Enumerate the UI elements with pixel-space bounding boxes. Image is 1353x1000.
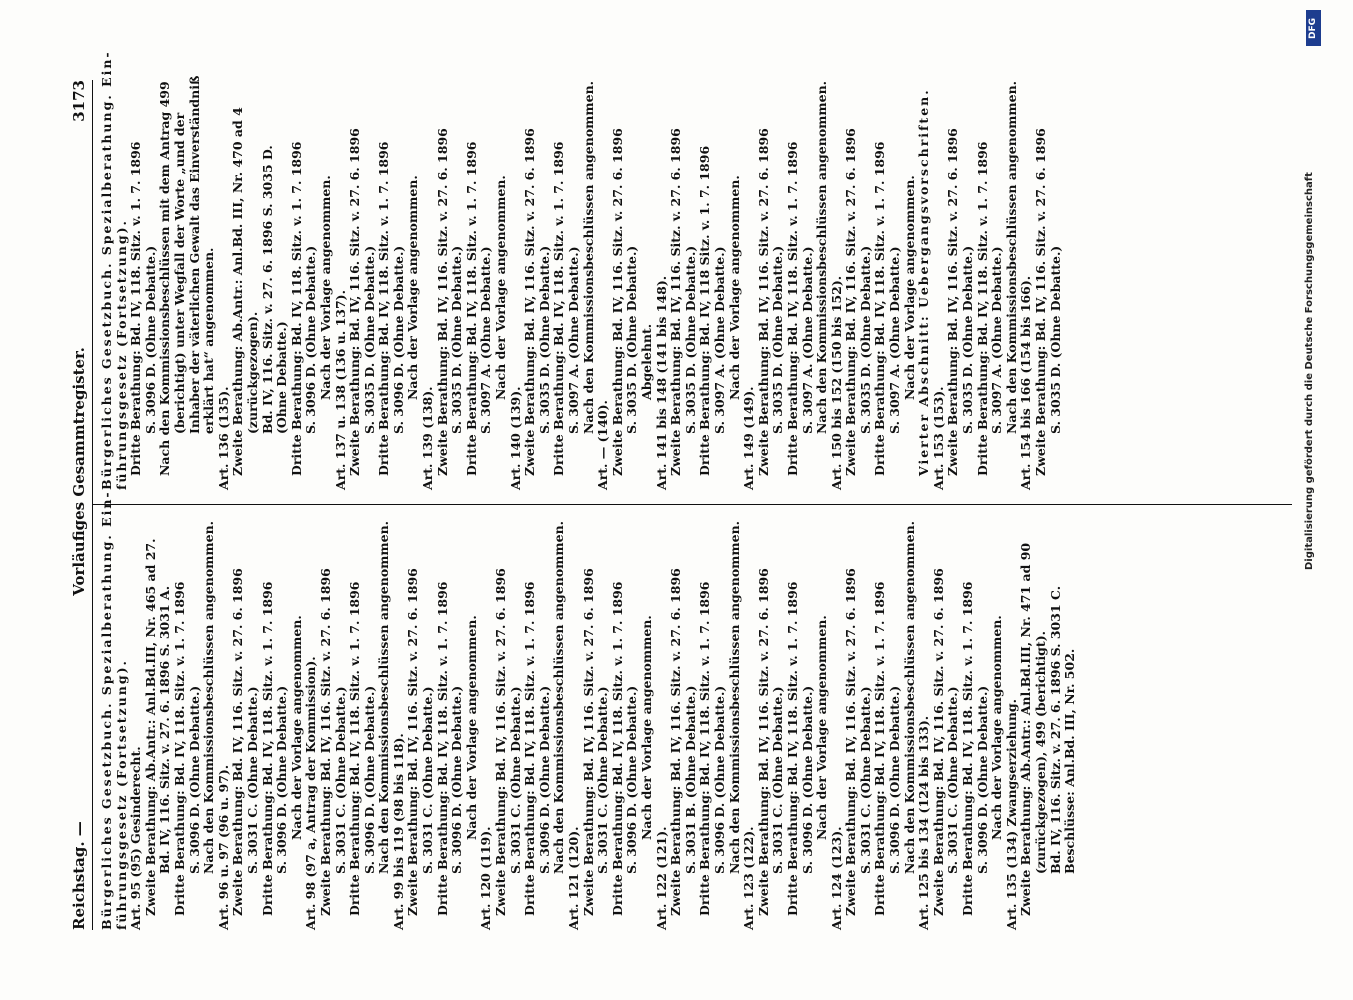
page-number: 3173 [70, 80, 88, 122]
index-line: Art. 122 (121). [653, 826, 669, 930]
index-line: S. 3097 A. (Ohne Debatte.) [478, 246, 494, 434]
index-line: S. 3031 C. (Ohne Debatte.) [857, 686, 873, 874]
index-line: Nach den Kommissionsbeschlüssen angenommen. [726, 520, 742, 874]
rotated-page-content [60, 50, 1300, 930]
header-rule [92, 80, 93, 930]
index-line: S. 3097 A. (Ohne Debatte.) [989, 246, 1005, 434]
index-line: S. 3031 C. (Ohne Debatte.) [507, 686, 523, 874]
index-line: Zweite Berathung: Bd. IV, 116. Sitz. v. 27. 6. 1896 [522, 128, 538, 476]
index-line: Art. 125 bis 134 (124 bis 133). [916, 715, 932, 930]
index-line: Vierter Abschnitt: Uebergangsvorschriften. [916, 88, 932, 476]
index-line: S. 3096 D. (Ohne Debatte.) [361, 685, 377, 874]
index-line: Art. 135 (134) Zwangserziehung. [1003, 698, 1019, 930]
index-line: Dritte Berathung: Bd. IV, 118. Sitz. v. 1. 7. 1896 [463, 141, 479, 476]
index-line: S. 3096 D. (Ohne Debatte.) [974, 685, 990, 874]
index-line: führungsgesetz (Fortsetzung). [113, 219, 129, 490]
index-line: S. 3097 A. (Ohne Debatte.) [887, 246, 903, 434]
index-line: Dritte Berathung: Bd. IV, 118 Sitz. v. 1. 7. 1896 [697, 145, 713, 476]
index-line: Dritte Berathung: Bd. IV, 118. Sitz. v. 1. 7. 1896 [872, 141, 888, 476]
index-line: Zweite Berathung: Ab.Antr.: Anl.Bd. III, Nr. 470 ad 4 [230, 107, 246, 476]
index-line: Bd. IV, 116. Sitz. v. 27. 6. 1896 S. 3031 A. [157, 585, 173, 874]
index-line: Bd. IV, 116. Sitz. v. 27. 6. 1896 S. 3035 D. [259, 145, 275, 434]
index-line: Abgelehnt. [638, 323, 654, 400]
index-line: Dritte Berathung: Bd. IV, 118. Sitz. v. 1. 7. 1896 [376, 141, 392, 476]
index-line: S. 3096 D. (Ohne Debatte.) [887, 685, 903, 874]
index-line: Dritte Berathung: Bd. IV, 118. Sitz. v. 1. 7. 1896 [609, 581, 625, 916]
index-line: S. 3035 D. (Ohne Debatte.) [449, 245, 465, 434]
index-line: Zweite Berathung: Bd. IV, 116. Sitz. v. 27. 6. 1896 [434, 128, 450, 476]
index-line: Nach den Kommissionsbeschlüssen angenommen. [1003, 80, 1019, 434]
index-line: Zweite Berathung: Bd. IV, 116. Sitz. v. 27. 6. 1896 [230, 568, 246, 916]
index-line: S. 3035 D. (Ohne Debatte.) [1047, 245, 1063, 434]
index-line: S. 3096 D. (Ohne Debatte.) [536, 685, 552, 874]
index-line: Art. 150 bis 152 (150 bis 152). [828, 275, 844, 490]
index-line: S. 3031 C. (Ohne Debatte.) [244, 686, 260, 874]
index-line: Nach der Vorlage angenommen. [814, 615, 830, 840]
index-line: Art. 124 (123). [828, 826, 844, 930]
index-line: (berichtigt) unter Wegfall der Worte „und der [171, 112, 187, 434]
index-line: Zweite Berathung: Bd. IV, 116. Sitz. v. 27. 6. 1896 [668, 568, 684, 916]
header-left: Reichstag. — [70, 821, 88, 930]
index-line: Art. 95 (95) Gesinderecht. [128, 746, 144, 930]
index-line: Nach der Vorlage angenommen. [405, 175, 421, 400]
index-line: (zurückgezogen), 499 (berichtigt). [1033, 631, 1048, 874]
index-line: Dritte Berathung: Bd. IV, 118. Sitz. v. 1. 7. 1896 [259, 581, 275, 916]
index-line: Beschlüsse: Anl.Bd. III, Nr. 502. [1062, 648, 1078, 874]
index-line: Zweite Berathung: Bd. IV, 116. Sitz. v. 27. 6. 1896 [668, 128, 684, 476]
index-line: S. 3035 D. (Ohne Debatte.) [770, 245, 786, 434]
index-line: S. 3031 C. (Ohne Debatte.) [332, 686, 348, 874]
index-line: S. 3096 D. (Ohne Debatte.) [390, 245, 406, 434]
index-line: S. 3096 D. (Ohne Debatte.) [799, 685, 815, 874]
index-line: Zweite Berathung: Bd. IV, 116. Sitz. v. 27. 6. 1896 [930, 568, 946, 916]
index-line: Nach der Vorlage angenommen. [726, 175, 742, 400]
index-line: S. 3096 D. (Ohne Debatte.) [142, 245, 158, 434]
index-line: S. 3035 D. (Ohne Debatte.) [536, 245, 552, 434]
index-line: Nach der Vorlage angenommen. [493, 175, 509, 400]
index-line: S. 3096 D. (Ohne Debatte.) [186, 685, 202, 874]
index-line: S. 3031 C. (Ohne Debatte.) [595, 686, 611, 874]
index-line: Zweite Berathung: Bd. IV, 116. Sitz. v. 27. 6. 1896 [1033, 128, 1048, 476]
index-line: Art. 136 (135). [215, 386, 231, 490]
index-line: Nach der Vorlage angenommen. [901, 175, 917, 400]
index-line: Dritte Berathung: Bd. IV, 118. Sitz. v. 1. 7. 1896 [784, 581, 800, 916]
index-line: Nach den Kommissionsbeschlüssen mit dem Antrag 499 [157, 81, 173, 476]
index-line: Art. 99 bis 119 (98 bis 118). [390, 733, 406, 930]
index-line: (zurückgezogen). [244, 311, 260, 434]
index-line: Dritte Berathung: Bd. IV, 118. Sitz. v. 1. 7. 1896 [128, 141, 144, 476]
index-line: Nach der Vorlage angenommen. [638, 615, 654, 840]
index-line: Bürgerliches Gesetzbuch. Spezialberathung. Ein- [99, 490, 114, 930]
index-line: Dritte Berathung: Bd. IV, 118. Sitz. v. 1. 7. 1896 [522, 581, 538, 916]
index-line: (Ohne Debatte.) [274, 321, 290, 434]
index-line: S. 3097 A. (Ohne Debatte.) [566, 246, 581, 434]
index-line: S. 3031 C. (Ohne Debatte.) [945, 686, 961, 874]
index-line: Dritte Berathung: Bd. IV, 118. Sitz. v. 1. 7. 1896 [347, 581, 363, 916]
index-line: Bd. IV, 116. Sitz. v. 27. 6. 1896 S. 3031 C. [1047, 585, 1063, 874]
index-line: Nach der Vorlage angenommen. [288, 615, 304, 840]
index-line: S. 3031 C. (Ohne Debatte.) [770, 686, 786, 874]
index-line: Dritte Berathung: Bd. IV, 118. Sitz. v. 1. 7. 1896 [288, 141, 304, 476]
index-line: Nach der Vorlage angenommen. [463, 615, 479, 840]
index-line: S. 3096 D. (Ohne Debatte.) [303, 245, 319, 434]
index-line: Art. 149 (149). [741, 386, 757, 490]
index-line: Art. 120 (119). [478, 826, 494, 930]
right-column [99, 50, 1063, 490]
column-divider [92, 504, 1292, 505]
index-line: Art. 140 (139). [507, 386, 523, 490]
dfg-logo: DFG [1306, 10, 1321, 46]
index-line: Zweite Berathung: Bd. IV, 116. Sitz. v. 27. 6. 1896 [580, 568, 596, 916]
digitization-sidebar [1298, 4, 1348, 996]
index-line: S. 3096 D. (Ohne Debatte.) [449, 685, 465, 874]
index-line: Zweite Berathung: Ab.Antr.: Anl.Bd.III, Nr. 471 ad 90 [1018, 542, 1034, 916]
index-line: Art. 141 bis 148 (141 bis 148). [653, 275, 669, 490]
index-line: Dritte Berathung: Bd. IV, 118. Sitz. v. 1. 7. 1896 [960, 581, 976, 916]
index-line: Dritte Berathung: Bd. IV, 118. Sitz. v. 1. 7. 1896 [171, 581, 187, 916]
index-line: Zweite Berathung: Bd. IV, 116. Sitz. v. 27. 6. 1896 [755, 128, 771, 476]
index-line: Art. — (140). [595, 400, 611, 490]
index-line: S. 3096 D. (Ohne Debatte.) [711, 685, 727, 874]
index-line: Dritte Berathung: Bd. IV, 118. Sitz. v. 1. 7. 1896 [697, 581, 713, 916]
left-column [99, 490, 1078, 930]
index-line: Nach den Kommissionsbeschlüssen angenommen. [580, 80, 596, 434]
index-line: Dritte Berathung: Bd. IV, 118. Sitz. v. 1. 7. 1896 [784, 141, 800, 476]
index-line: Zweite Berathung: Bd. IV, 116. Sitz. v. 27. 6. 1896 [317, 568, 333, 916]
index-line: S. 3096 D. (Ohne Debatte.) [274, 685, 290, 874]
index-line: führungsgesetz (Fortsetzung). [113, 659, 129, 930]
index-line: Art. 137 u. 138 (136 u. 137). [332, 290, 348, 490]
index-line: S. 3031 B. (Ohne Debatte.) [682, 685, 698, 874]
index-line: Nach den Kommissionsbeschlüssen angenommen. [551, 520, 567, 874]
index-line: Zweite Berathung: Bd. IV, 116. Sitz. v. 27. 6. 1896 [493, 568, 509, 916]
index-line: S. 3035 D. (Ohne Debatte.) [624, 245, 640, 434]
index-line: Nach den Kommissionsbeschlüssen angenommen. [201, 520, 217, 874]
index-line: Nach den Kommissionsbeschlüssen angenommen. [814, 80, 830, 434]
index-line: S. 3096 D. (Ohne Debatte.) [624, 685, 640, 874]
index-line: Zweite Berathung: Bd. IV, 116. Sitz. v. 27. 6. 1896 [755, 568, 771, 916]
index-line: S. 3097 A. (Ohne Debatte.) [799, 246, 815, 434]
index-line: Zweite Berathung: Bd. IV, 116. Sitz. v. 27. 6. 1896 [347, 128, 363, 476]
index-line: Zweite Berathung: Ab.Antr.: Anl.Bd.III, Nr. 465 ad 27. [142, 538, 158, 916]
index-line: Dritte Berathung: Bd. IV, 118. Sitz. v. 1. 7. 1896 [974, 141, 990, 476]
index-line: S. 3031 C. (Ohne Debatte.) [420, 686, 436, 874]
header-title: Vorläufiges Gesammtregister. [70, 347, 88, 596]
index-line: Nach den Kommissionsbeschlüssen angenommen. [901, 520, 917, 874]
index-line: Nach der Vorlage angenommen. [989, 615, 1005, 840]
index-line: S. 3035 D. (Ohne Debatte.) [682, 245, 698, 434]
index-line: Inhaber der väterlichen Gewalt das Einverständniß [186, 75, 202, 434]
index-line: Zweite Berathung: Bd. IV, 116. Sitz. v. 27. 6. 1896 [843, 128, 859, 476]
index-line: Art. 154 bis 166 (154 bis 166). [1018, 275, 1034, 490]
index-line: Art. 121 (120). [566, 826, 581, 930]
index-line: Zweite Berathung: Bd. IV, 116. Sitz. v. 27. 6. 1896 [843, 568, 859, 916]
index-line: Dritte Berathung: Bd. IV, 118. Sitz. v. 1. 7. 1896 [872, 581, 888, 916]
index-line: Dritte Berathung: Bd. IV, 118. Sitz. v. 1. 7. 1896 [551, 141, 567, 476]
index-line: S. 3035 D. (Ohne Debatte.) [361, 245, 377, 434]
index-line: S. 3035 D. (Ohne Debatte.) [960, 245, 976, 434]
index-line: Art. 139 (138). [420, 386, 436, 490]
index-line: S. 3035 D. (Ohne Debatte.) [857, 245, 873, 434]
funding-credit: Digitalisierung gefördert durch die Deutsche Forschungsgemeinschaft [1304, 172, 1315, 570]
index-line: erklärt hat“ angenommen. [201, 247, 217, 434]
index-line: Zweite Berathung: Bd. IV, 116. Sitz. v. 27. 6. 1896 [945, 128, 961, 476]
index-line: Art. 96 u. 97 (96 u. 97). [215, 764, 231, 930]
index-line: Bürgerliches Gesetzbuch. Spezialberathung. Ein- [99, 50, 114, 490]
index-line: Art. 123 (122). [741, 826, 757, 930]
page-header [60, 80, 88, 930]
index-line: Art. 98 (97 a, Antrag der Kommission). [303, 656, 319, 930]
index-line: Nach der Vorlage angenommen. [317, 175, 333, 400]
index-line: S. 3097 A. (Ohne Debatte.) [711, 246, 727, 434]
index-line: Zweite Berathung: Bd. IV, 116. Sitz. v. 27. 6. 1896 [405, 568, 421, 916]
index-line: Dritte Berathung: Bd. IV, 118. Sitz. v. 1. 7. 1896 [434, 581, 450, 916]
index-line: Nach den Kommissionsbeschlüssen angenommen. [376, 520, 392, 874]
index-line: Zweite Berathung: Bd. IV, 116. Sitz. v. 27. 6. 1896 [609, 128, 625, 476]
index-line: Art. 153 (153). [930, 386, 946, 490]
